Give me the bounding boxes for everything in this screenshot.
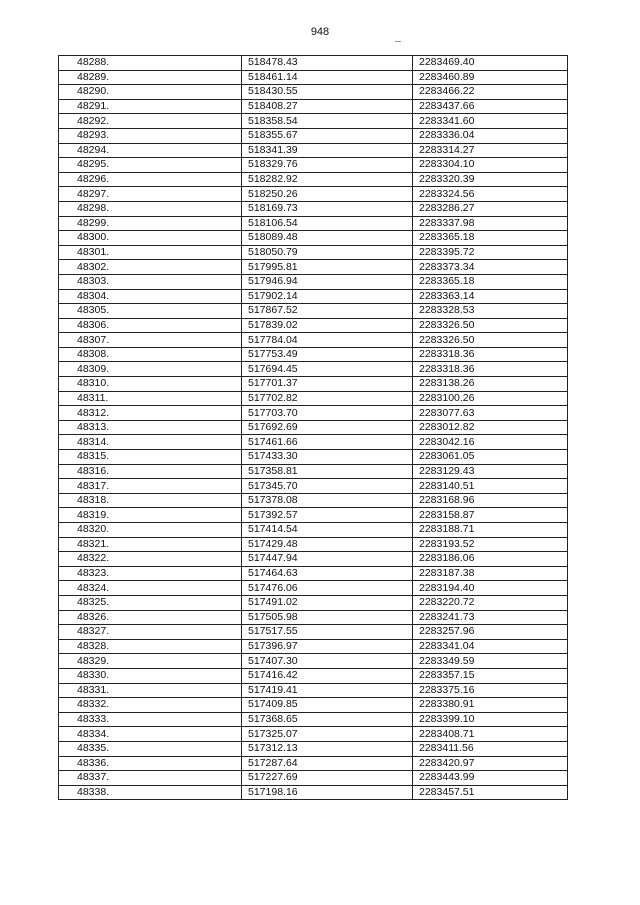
table-row (59, 70, 568, 85)
table-row (59, 639, 568, 654)
point-number-cell: 48319. (59, 508, 242, 523)
x-coordinate-cell: 517505.98 (242, 610, 413, 625)
x-coordinate-cell: 518089.48 (242, 231, 413, 246)
y-coordinate-cell: 2283304.10 (413, 158, 568, 173)
point-number-cell: 48326. (59, 610, 242, 625)
point-number-cell: 48329. (59, 654, 242, 669)
table-row (59, 304, 568, 319)
y-coordinate-cell: 2283375.16 (413, 683, 568, 698)
y-coordinate-cell: 2283411.56 (413, 741, 568, 756)
x-coordinate-cell: 517287.64 (242, 756, 413, 771)
x-coordinate-cell: 518282.92 (242, 172, 413, 187)
x-coordinate-cell: 517419.41 (242, 683, 413, 698)
table-row (59, 625, 568, 640)
x-coordinate-cell: 518358.54 (242, 114, 413, 129)
y-coordinate-cell: 2283365.18 (413, 274, 568, 289)
x-coordinate-cell: 518250.26 (242, 187, 413, 202)
y-coordinate-cell: 2283158.87 (413, 508, 568, 523)
point-number-cell: 48290. (59, 85, 242, 100)
x-coordinate-cell: 517753.49 (242, 347, 413, 362)
x-coordinate-cell: 518461.14 (242, 70, 413, 85)
point-number-cell: 48322. (59, 552, 242, 567)
x-coordinate-cell: 517227.69 (242, 771, 413, 786)
y-coordinate-cell: 2283077.63 (413, 406, 568, 421)
table-row (59, 523, 568, 538)
x-coordinate-cell: 517701.37 (242, 377, 413, 392)
y-coordinate-cell: 2283140.51 (413, 479, 568, 494)
y-coordinate-cell: 2283443.99 (413, 771, 568, 786)
table-row (59, 654, 568, 669)
table-row (59, 187, 568, 202)
table-row (59, 537, 568, 552)
x-coordinate-cell: 517476.06 (242, 581, 413, 596)
x-coordinate-cell: 517429.48 (242, 537, 413, 552)
y-coordinate-cell: 2283357.15 (413, 668, 568, 683)
point-number-cell: 48331. (59, 683, 242, 698)
point-number-cell: 48332. (59, 698, 242, 713)
table-row (59, 260, 568, 275)
y-coordinate-cell: 2283187.38 (413, 566, 568, 581)
point-number-cell: 48301. (59, 245, 242, 260)
y-coordinate-cell: 2283336.04 (413, 128, 568, 143)
y-coordinate-cell: 2283129.43 (413, 464, 568, 479)
point-number-cell: 48333. (59, 712, 242, 727)
x-coordinate-cell: 517433.30 (242, 450, 413, 465)
table-row (59, 698, 568, 713)
table-row (59, 231, 568, 246)
x-coordinate-cell: 517995.81 (242, 260, 413, 275)
x-coordinate-cell: 517368.65 (242, 712, 413, 727)
point-number-cell: 48328. (59, 639, 242, 654)
point-number-cell: 48324. (59, 581, 242, 596)
y-coordinate-cell: 2283469.40 (413, 56, 568, 71)
x-coordinate-cell: 518408.27 (242, 99, 413, 114)
y-coordinate-cell: 2283341.60 (413, 114, 568, 129)
x-coordinate-cell: 517325.07 (242, 727, 413, 742)
x-coordinate-cell: 517409.85 (242, 698, 413, 713)
point-number-cell: 48305. (59, 304, 242, 319)
x-coordinate-cell: 518106.54 (242, 216, 413, 231)
table-row (59, 493, 568, 508)
point-number-cell: 48295. (59, 158, 242, 173)
y-coordinate-cell: 2283241.73 (413, 610, 568, 625)
point-number-cell: 48289. (59, 70, 242, 85)
x-coordinate-cell: 517491.02 (242, 595, 413, 610)
y-coordinate-cell: 2283363.14 (413, 289, 568, 304)
table-row (59, 362, 568, 377)
y-coordinate-cell: 2283012.82 (413, 420, 568, 435)
y-coordinate-cell: 2283466.22 (413, 85, 568, 100)
table-row (59, 595, 568, 610)
x-coordinate-cell: 517396.97 (242, 639, 413, 654)
point-number-cell: 48336. (59, 756, 242, 771)
x-coordinate-cell: 517517.55 (242, 625, 413, 640)
point-number-cell: 48294. (59, 143, 242, 158)
y-coordinate-cell: 2283314.27 (413, 143, 568, 158)
y-coordinate-cell: 2283194.40 (413, 581, 568, 596)
table-row (59, 289, 568, 304)
x-coordinate-cell: 518050.79 (242, 245, 413, 260)
y-coordinate-cell: 2283318.36 (413, 362, 568, 377)
y-coordinate-cell: 2283324.56 (413, 187, 568, 202)
y-coordinate-cell: 2283457.51 (413, 785, 568, 800)
point-number-cell: 48296. (59, 172, 242, 187)
table-row (59, 85, 568, 100)
x-coordinate-cell: 517702.82 (242, 391, 413, 406)
point-number-cell: 48320. (59, 523, 242, 538)
point-number-cell: 48306. (59, 318, 242, 333)
y-coordinate-cell: 2283341.04 (413, 639, 568, 654)
table-row (59, 668, 568, 683)
x-coordinate-cell: 517946.94 (242, 274, 413, 289)
x-coordinate-cell: 517694.45 (242, 362, 413, 377)
y-coordinate-cell: 2283188.71 (413, 523, 568, 538)
x-coordinate-cell: 517407.30 (242, 654, 413, 669)
x-coordinate-cell: 517416.42 (242, 668, 413, 683)
point-number-cell: 48288. (59, 56, 242, 71)
x-coordinate-cell: 517839.02 (242, 318, 413, 333)
table-row (59, 741, 568, 756)
y-coordinate-cell: 2283042.16 (413, 435, 568, 450)
table-row (59, 785, 568, 800)
x-coordinate-cell: 518329.76 (242, 158, 413, 173)
table-row (59, 420, 568, 435)
x-coordinate-cell: 518430.55 (242, 85, 413, 100)
x-coordinate-cell: 517703.70 (242, 406, 413, 421)
point-number-cell: 48338. (59, 785, 242, 800)
point-number-cell: 48307. (59, 333, 242, 348)
table-row (59, 377, 568, 392)
point-number-cell: 48315. (59, 450, 242, 465)
y-coordinate-cell: 2283365.18 (413, 231, 568, 246)
table-row (59, 450, 568, 465)
page-number: 948 (310, 26, 330, 38)
table-row (59, 318, 568, 333)
x-coordinate-cell: 517464.63 (242, 566, 413, 581)
x-coordinate-cell: 517345.70 (242, 479, 413, 494)
table-row (59, 479, 568, 494)
table-row (59, 435, 568, 450)
y-coordinate-cell: 2283420.97 (413, 756, 568, 771)
table-row (59, 508, 568, 523)
point-number-cell: 48308. (59, 347, 242, 362)
y-coordinate-cell: 2283408.71 (413, 727, 568, 742)
y-coordinate-cell: 2283186.06 (413, 552, 568, 567)
point-number-cell: 48309. (59, 362, 242, 377)
y-coordinate-cell: 2283138.26 (413, 377, 568, 392)
table-row (59, 201, 568, 216)
x-coordinate-cell: 517414.54 (242, 523, 413, 538)
table-row (59, 727, 568, 742)
table-row (59, 114, 568, 129)
table-body (59, 56, 568, 800)
table-row (59, 333, 568, 348)
y-coordinate-cell: 2283168.96 (413, 493, 568, 508)
point-number-cell: 48291. (59, 99, 242, 114)
table-row (59, 683, 568, 698)
point-number-cell: 48302. (59, 260, 242, 275)
table-row (59, 143, 568, 158)
table-row (59, 172, 568, 187)
point-number-cell: 48304. (59, 289, 242, 304)
table-row (59, 756, 568, 771)
x-coordinate-cell: 517312.13 (242, 741, 413, 756)
y-coordinate-cell: 2283193.52 (413, 537, 568, 552)
y-coordinate-cell: 2283257.96 (413, 625, 568, 640)
table-row (59, 771, 568, 786)
x-coordinate-cell: 517784.04 (242, 333, 413, 348)
point-number-cell: 48321. (59, 537, 242, 552)
point-number-cell: 48337. (59, 771, 242, 786)
table-row (59, 581, 568, 596)
point-number-cell: 48297. (59, 187, 242, 202)
table-row (59, 566, 568, 581)
x-coordinate-cell: 518478.43 (242, 56, 413, 71)
point-number-cell: 48293. (59, 128, 242, 143)
point-number-cell: 48316. (59, 464, 242, 479)
point-number-cell: 48318. (59, 493, 242, 508)
y-coordinate-cell: 2283337.98 (413, 216, 568, 231)
point-number-cell: 48298. (59, 201, 242, 216)
y-coordinate-cell: 2283220.72 (413, 595, 568, 610)
point-number-cell: 48327. (59, 625, 242, 640)
x-coordinate-cell: 517198.16 (242, 785, 413, 800)
point-number-cell: 48313. (59, 420, 242, 435)
x-coordinate-cell: 517902.14 (242, 289, 413, 304)
x-coordinate-cell: 517378.08 (242, 493, 413, 508)
y-coordinate-cell: 2283373.34 (413, 260, 568, 275)
table-row (59, 406, 568, 421)
table-row (59, 99, 568, 114)
point-number-cell: 48335. (59, 741, 242, 756)
point-number-cell: 48314. (59, 435, 242, 450)
y-coordinate-cell: 2283328.53 (413, 304, 568, 319)
table-row (59, 552, 568, 567)
table-row (59, 712, 568, 727)
point-number-cell: 48303. (59, 274, 242, 289)
x-coordinate-cell: 518355.67 (242, 128, 413, 143)
y-coordinate-cell: 2283061.05 (413, 450, 568, 465)
point-number-cell: 48299. (59, 216, 242, 231)
y-coordinate-cell: 2283320.39 (413, 172, 568, 187)
point-number-cell: 48310. (59, 377, 242, 392)
y-coordinate-cell: 2283326.50 (413, 333, 568, 348)
table-row (59, 245, 568, 260)
table-row (59, 158, 568, 173)
x-coordinate-cell: 517392.57 (242, 508, 413, 523)
table-row (59, 347, 568, 362)
y-coordinate-cell: 2283380.91 (413, 698, 568, 713)
stray-mark (395, 41, 401, 42)
point-number-cell: 48312. (59, 406, 242, 421)
point-number-cell: 48330. (59, 668, 242, 683)
y-coordinate-cell: 2283100.26 (413, 391, 568, 406)
table-row (59, 128, 568, 143)
table-row (59, 216, 568, 231)
y-coordinate-cell: 2283349.59 (413, 654, 568, 669)
point-number-cell: 48311. (59, 391, 242, 406)
point-number-cell: 48334. (59, 727, 242, 742)
y-coordinate-cell: 2283326.50 (413, 318, 568, 333)
table-row (59, 464, 568, 479)
y-coordinate-cell: 2283437.66 (413, 99, 568, 114)
x-coordinate-cell: 517461.66 (242, 435, 413, 450)
x-coordinate-cell: 517447.94 (242, 552, 413, 567)
point-number-cell: 48325. (59, 595, 242, 610)
x-coordinate-cell: 517358.81 (242, 464, 413, 479)
point-number-cell: 48323. (59, 566, 242, 581)
y-coordinate-cell: 2283286.27 (413, 201, 568, 216)
table-row (59, 56, 568, 71)
x-coordinate-cell: 517692.69 (242, 420, 413, 435)
table-row (59, 274, 568, 289)
y-coordinate-cell: 2283399.10 (413, 712, 568, 727)
x-coordinate-cell: 518341.39 (242, 143, 413, 158)
y-coordinate-cell: 2283318.36 (413, 347, 568, 362)
y-coordinate-cell: 2283395.72 (413, 245, 568, 260)
table-row (59, 610, 568, 625)
point-number-cell: 48292. (59, 114, 242, 129)
y-coordinate-cell: 2283460.89 (413, 70, 568, 85)
x-coordinate-cell: 518169.73 (242, 201, 413, 216)
point-number-cell: 48300. (59, 231, 242, 246)
point-number-cell: 48317. (59, 479, 242, 494)
x-coordinate-cell: 517867.52 (242, 304, 413, 319)
table-row (59, 391, 568, 406)
coordinates-table (58, 55, 568, 800)
